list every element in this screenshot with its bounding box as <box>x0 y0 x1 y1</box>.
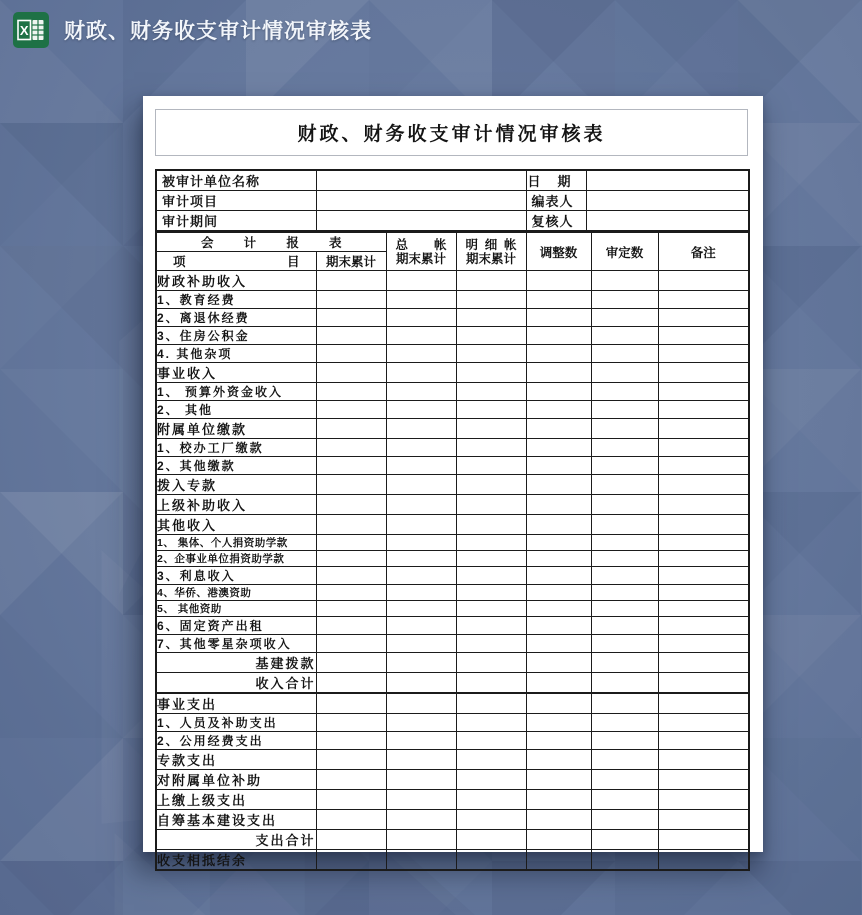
cell-period-total[interactable] <box>316 363 386 383</box>
table-row <box>156 327 749 345</box>
cell-general-ledger[interactable] <box>386 475 456 495</box>
row-label: 自筹基本建设支出 <box>156 810 316 830</box>
table-row <box>156 495 749 515</box>
cell-adjustment[interactable] <box>526 617 591 635</box>
cell-adjustment[interactable] <box>526 419 591 439</box>
cell-period-total[interactable] <box>316 515 386 535</box>
cell-period-total[interactable] <box>316 495 386 515</box>
cell-remark[interactable] <box>658 694 749 714</box>
table-row <box>156 363 749 383</box>
row-label: 1、教育经费 <box>156 291 316 309</box>
table-row <box>156 732 749 750</box>
row-label: 1、人员及补助支出 <box>156 714 316 732</box>
header-item: 项 目 <box>156 252 316 271</box>
cell-general-ledger[interactable] <box>386 271 456 291</box>
cell-period-total[interactable] <box>316 714 386 732</box>
cell-remark[interactable] <box>658 810 749 830</box>
table-row <box>156 439 749 457</box>
cell-remark[interactable] <box>658 567 749 585</box>
header-row-group <box>156 232 749 252</box>
cell-remark[interactable] <box>658 309 749 327</box>
cell-general-ledger[interactable] <box>386 585 456 601</box>
cell-approved[interactable] <box>591 810 658 830</box>
cell-period-total[interactable] <box>316 309 386 327</box>
info-value-cell[interactable] <box>586 191 749 211</box>
cell-approved[interactable] <box>591 830 658 850</box>
cell-period-total[interactable] <box>316 810 386 830</box>
cell-adjustment[interactable] <box>526 475 591 495</box>
cell-general-ledger[interactable] <box>386 327 456 345</box>
cell-approved[interactable] <box>591 271 658 291</box>
table-row <box>156 551 749 567</box>
cell-approved[interactable] <box>591 585 658 601</box>
cell-general-ledger[interactable] <box>386 810 456 830</box>
info-row <box>156 170 749 191</box>
header-approved: 审定数 <box>591 232 658 271</box>
cell-period-total[interactable] <box>316 457 386 475</box>
row-label: 基建拨款 <box>156 653 316 673</box>
cell-approved[interactable] <box>591 291 658 309</box>
cell-adjustment[interactable] <box>526 673 591 693</box>
info-label: 审计期间 <box>156 211 316 232</box>
cell-remark[interactable] <box>658 601 749 617</box>
cell-period-total[interactable] <box>316 439 386 457</box>
table-row <box>156 673 749 693</box>
cell-remark[interactable] <box>658 383 749 401</box>
cell-period-total[interactable] <box>316 601 386 617</box>
row-label: 支出合计 <box>156 830 316 850</box>
table-row <box>156 419 749 439</box>
row-label: 1、 预算外资金收入 <box>156 383 316 401</box>
cell-adjustment[interactable] <box>526 770 591 790</box>
row-label: 事业收入 <box>156 363 316 383</box>
cell-remark[interactable] <box>658 714 749 732</box>
cell-approved[interactable] <box>591 401 658 419</box>
table-row <box>156 750 749 770</box>
cell-adjustment[interactable] <box>526 551 591 567</box>
cell-adjustment[interactable] <box>526 291 591 309</box>
cell-remark[interactable] <box>658 327 749 345</box>
table-row <box>156 714 749 732</box>
cell-period-total[interactable] <box>316 673 386 693</box>
cell-detail-ledger[interactable] <box>456 694 526 714</box>
cell-period-total[interactable] <box>316 790 386 810</box>
cell-detail-ledger[interactable] <box>456 830 526 850</box>
cell-detail-ledger[interactable] <box>456 439 526 457</box>
cell-detail-ledger[interactable] <box>456 419 526 439</box>
audit-table <box>155 231 750 871</box>
cell-general-ledger[interactable] <box>386 551 456 567</box>
info-label: 被审计单位名称 <box>156 170 316 191</box>
cell-general-ledger[interactable] <box>386 515 456 535</box>
row-label: 附属单位缴款 <box>156 419 316 439</box>
cell-detail-ledger[interactable] <box>456 750 526 770</box>
cell-adjustment[interactable] <box>526 439 591 457</box>
cell-approved[interactable] <box>591 694 658 714</box>
cell-remark[interactable] <box>658 291 749 309</box>
cell-general-ledger[interactable] <box>386 714 456 732</box>
cell-period-total[interactable] <box>316 271 386 291</box>
table-row <box>156 535 749 551</box>
cell-detail-ledger[interactable] <box>456 291 526 309</box>
cell-adjustment[interactable] <box>526 345 591 363</box>
cell-adjustment[interactable] <box>526 601 591 617</box>
cell-approved[interactable] <box>591 732 658 750</box>
table-row <box>156 653 749 673</box>
table-row <box>156 567 749 585</box>
info-value-cell[interactable] <box>316 170 526 191</box>
cell-approved[interactable] <box>591 383 658 401</box>
cell-detail-ledger[interactable] <box>456 515 526 535</box>
row-label: 3、利息收入 <box>156 567 316 585</box>
table-row <box>156 457 749 475</box>
row-label: 4、华侨、港澳资助 <box>156 585 316 601</box>
cell-detail-ledger[interactable] <box>456 535 526 551</box>
info-value-cell[interactable] <box>586 211 749 232</box>
row-label: 6、固定资产出租 <box>156 617 316 635</box>
cell-period-total[interactable] <box>316 732 386 750</box>
info-value-cell[interactable] <box>586 170 749 191</box>
table-row <box>156 790 749 810</box>
cell-adjustment[interactable] <box>526 567 591 585</box>
cell-period-total[interactable] <box>316 475 386 495</box>
row-label: 2、离退休经费 <box>156 309 316 327</box>
row-label: 2、 其他 <box>156 401 316 419</box>
cell-adjustment[interactable] <box>526 850 591 871</box>
table-row <box>156 345 749 363</box>
cell-approved[interactable] <box>591 567 658 585</box>
info-row <box>156 211 749 232</box>
cell-adjustment[interactable] <box>526 585 591 601</box>
cell-detail-ledger[interactable] <box>456 363 526 383</box>
cell-general-ledger[interactable] <box>386 309 456 327</box>
cell-adjustment[interactable] <box>526 383 591 401</box>
cell-approved[interactable] <box>591 475 658 495</box>
cell-adjustment[interactable] <box>526 694 591 714</box>
cell-general-ledger[interactable] <box>386 457 456 475</box>
cell-detail-ledger[interactable] <box>456 770 526 790</box>
info-value-cell[interactable] <box>316 211 526 232</box>
cell-general-ledger[interactable] <box>386 363 456 383</box>
cell-period-total[interactable] <box>316 585 386 601</box>
cell-approved[interactable] <box>591 750 658 770</box>
cell-general-ledger[interactable] <box>386 419 456 439</box>
table-row <box>156 601 749 617</box>
cell-period-total[interactable] <box>316 401 386 419</box>
cell-detail-ledger[interactable] <box>456 790 526 810</box>
cell-general-ledger[interactable] <box>386 750 456 770</box>
cell-remark[interactable] <box>658 635 749 653</box>
cell-adjustment[interactable] <box>526 750 591 770</box>
table-row <box>156 830 749 850</box>
row-label: 上级补助收入 <box>156 495 316 515</box>
cell-period-total[interactable] <box>316 291 386 309</box>
cell-period-total[interactable] <box>316 635 386 653</box>
cell-detail-ledger[interactable] <box>456 309 526 327</box>
cell-adjustment[interactable] <box>526 327 591 345</box>
cell-detail-ledger[interactable] <box>456 475 526 495</box>
cell-remark[interactable] <box>658 439 749 457</box>
cell-detail-ledger[interactable] <box>456 457 526 475</box>
table-row <box>156 694 749 714</box>
table-row <box>156 585 749 601</box>
cell-approved[interactable] <box>591 363 658 383</box>
cell-detail-ledger[interactable] <box>456 495 526 515</box>
header-adjustment: 调整数 <box>526 232 591 271</box>
cell-remark[interactable] <box>658 551 749 567</box>
cell-period-total[interactable] <box>316 383 386 401</box>
cell-approved[interactable] <box>591 457 658 475</box>
row-label: 事业支出 <box>156 694 316 714</box>
cell-detail-ledger[interactable] <box>456 732 526 750</box>
cell-approved[interactable] <box>591 551 658 567</box>
cell-detail-ledger[interactable] <box>456 345 526 363</box>
document-title: 财政、财务收支审计情况审核表 <box>297 124 606 145</box>
cell-remark[interactable] <box>658 401 749 419</box>
cell-approved[interactable] <box>591 635 658 653</box>
cell-remark[interactable] <box>658 419 749 439</box>
info-label: 复核人 <box>526 211 586 232</box>
cell-detail-ledger[interactable] <box>456 585 526 601</box>
header-general-ledger: 总 帐 期末累计 <box>386 232 456 271</box>
cell-approved[interactable] <box>591 439 658 457</box>
cell-general-ledger[interactable] <box>386 694 456 714</box>
cell-adjustment[interactable] <box>526 495 591 515</box>
cell-adjustment[interactable] <box>526 457 591 475</box>
table-row <box>156 810 749 830</box>
cell-adjustment[interactable] <box>526 401 591 419</box>
cell-general-ledger[interactable] <box>386 567 456 585</box>
cell-detail-ledger[interactable] <box>456 850 526 871</box>
header-remark: 备注 <box>658 232 749 271</box>
row-label: 5、 其他资助 <box>156 601 316 617</box>
cell-general-ledger[interactable] <box>386 850 456 871</box>
cell-detail-ledger[interactable] <box>456 401 526 419</box>
cell-general-ledger[interactable] <box>386 495 456 515</box>
cell-remark[interactable] <box>658 750 749 770</box>
row-label: 其他收入 <box>156 515 316 535</box>
cell-approved[interactable] <box>591 601 658 617</box>
table-row <box>156 271 749 291</box>
cell-adjustment[interactable] <box>526 790 591 810</box>
cell-adjustment[interactable] <box>526 653 591 673</box>
table-row <box>156 850 749 871</box>
row-label: 收入合计 <box>156 673 316 693</box>
cell-approved[interactable] <box>591 345 658 363</box>
cell-remark[interactable] <box>658 515 749 535</box>
info-value-cell[interactable] <box>316 191 526 211</box>
cell-adjustment[interactable] <box>526 714 591 732</box>
row-label: 对附属单位补助 <box>156 770 316 790</box>
table-row <box>156 475 749 495</box>
cell-approved[interactable] <box>591 535 658 551</box>
cell-detail-ledger[interactable] <box>456 653 526 673</box>
cell-general-ledger[interactable] <box>386 673 456 693</box>
cell-remark[interactable] <box>658 475 749 495</box>
cell-period-total[interactable] <box>316 694 386 714</box>
cell-adjustment[interactable] <box>526 635 591 653</box>
cell-period-total[interactable] <box>316 830 386 850</box>
table-row <box>156 515 749 535</box>
cell-approved[interactable] <box>591 495 658 515</box>
cell-detail-ledger[interactable] <box>456 810 526 830</box>
table-row <box>156 383 749 401</box>
cell-approved[interactable] <box>591 790 658 810</box>
row-label: 3、住房公积金 <box>156 327 316 345</box>
cell-general-ledger[interactable] <box>386 830 456 850</box>
cell-general-ledger[interactable] <box>386 617 456 635</box>
cell-remark[interactable] <box>658 673 749 693</box>
cell-approved[interactable] <box>591 309 658 327</box>
cell-approved[interactable] <box>591 419 658 439</box>
cell-general-ledger[interactable] <box>386 535 456 551</box>
cell-adjustment[interactable] <box>526 309 591 327</box>
cell-adjustment[interactable] <box>526 271 591 291</box>
cell-general-ledger[interactable] <box>386 770 456 790</box>
table-row <box>156 309 749 327</box>
cell-period-total[interactable] <box>316 770 386 790</box>
cell-approved[interactable] <box>591 515 658 535</box>
cell-remark[interactable] <box>658 345 749 363</box>
info-label: 审计项目 <box>156 191 316 211</box>
cell-detail-ledger[interactable] <box>456 673 526 693</box>
svg-text:X: X <box>19 23 29 38</box>
row-label: 1、 集体、个人捐资助学款 <box>156 535 316 551</box>
cell-approved[interactable] <box>591 770 658 790</box>
table-row <box>156 401 749 419</box>
cell-period-total[interactable] <box>316 567 386 585</box>
cell-detail-ledger[interactable] <box>456 567 526 585</box>
cell-remark[interactable] <box>658 790 749 810</box>
cell-remark[interactable] <box>658 585 749 601</box>
cell-detail-ledger[interactable] <box>456 551 526 567</box>
info-table <box>155 169 750 232</box>
cell-adjustment[interactable] <box>526 515 591 535</box>
header-detail-ledger: 明 细 帐 期末累计 <box>456 232 526 271</box>
cell-detail-ledger[interactable] <box>456 271 526 291</box>
row-label: 收支相抵结余 <box>156 850 316 871</box>
table-row <box>156 291 749 309</box>
cell-approved[interactable] <box>591 673 658 693</box>
cell-adjustment[interactable] <box>526 810 591 830</box>
cell-remark[interactable] <box>658 617 749 635</box>
cell-general-ledger[interactable] <box>386 601 456 617</box>
cell-detail-ledger[interactable] <box>456 714 526 732</box>
cell-detail-ledger[interactable] <box>456 617 526 635</box>
cell-period-total[interactable] <box>316 617 386 635</box>
cell-general-ledger[interactable] <box>386 732 456 750</box>
cell-remark[interactable] <box>658 732 749 750</box>
cell-approved[interactable] <box>591 617 658 635</box>
info-label: 编表人 <box>526 191 586 211</box>
document-page <box>143 96 763 868</box>
row-label: 1、校办工厂缴款 <box>156 439 316 457</box>
cell-adjustment[interactable] <box>526 363 591 383</box>
cell-remark[interactable] <box>658 830 749 850</box>
cell-adjustment[interactable] <box>526 732 591 750</box>
cell-remark[interactable] <box>658 770 749 790</box>
cell-approved[interactable] <box>591 714 658 732</box>
cell-remark[interactable] <box>658 850 749 871</box>
header-period-total: 期末累计 <box>316 252 386 271</box>
cell-remark[interactable] <box>658 495 749 515</box>
cell-adjustment[interactable] <box>526 535 591 551</box>
cell-general-ledger[interactable] <box>386 635 456 653</box>
cell-approved[interactable] <box>591 653 658 673</box>
cell-adjustment[interactable] <box>526 830 591 850</box>
row-label: 拨入专款 <box>156 475 316 495</box>
cell-remark[interactable] <box>658 271 749 291</box>
cell-detail-ledger[interactable] <box>456 601 526 617</box>
row-label: 专款支出 <box>156 750 316 770</box>
cell-approved[interactable] <box>591 850 658 871</box>
row-label: 2、企事业单位捐资助学款 <box>156 551 316 567</box>
cell-detail-ledger[interactable] <box>456 383 526 401</box>
cell-approved[interactable] <box>591 327 658 345</box>
cell-general-ledger[interactable] <box>386 790 456 810</box>
row-label: 2、其他缴款 <box>156 457 316 475</box>
table-row <box>156 635 749 653</box>
cell-detail-ledger[interactable] <box>456 327 526 345</box>
cell-period-total[interactable] <box>316 419 386 439</box>
cell-period-total[interactable] <box>316 327 386 345</box>
cell-remark[interactable] <box>658 535 749 551</box>
cell-general-ledger[interactable] <box>386 383 456 401</box>
row-label: 4. 其他杂项 <box>156 345 316 363</box>
cell-general-ledger[interactable] <box>386 653 456 673</box>
table-row <box>156 770 749 790</box>
info-label: 日 期 <box>526 170 586 191</box>
cell-period-total[interactable] <box>316 850 386 871</box>
row-label: 7、其他零星杂项收入 <box>156 635 316 653</box>
info-row <box>156 191 749 211</box>
row-label: 财政补助收入 <box>156 271 316 291</box>
table-row <box>156 617 749 635</box>
cell-remark[interactable] <box>658 653 749 673</box>
cell-general-ledger[interactable] <box>386 291 456 309</box>
cell-general-ledger[interactable] <box>386 439 456 457</box>
cell-remark[interactable] <box>658 363 749 383</box>
cell-general-ledger[interactable] <box>386 345 456 363</box>
app-titlebar <box>0 0 862 60</box>
cell-period-total[interactable] <box>316 551 386 567</box>
cell-period-total[interactable] <box>316 535 386 551</box>
window-title: 财政、财务收支审计情况审核表 <box>64 20 372 43</box>
cell-period-total[interactable] <box>316 345 386 363</box>
cell-general-ledger[interactable] <box>386 401 456 419</box>
excel-icon <box>13 12 49 48</box>
document-title-box <box>155 109 748 156</box>
cell-remark[interactable] <box>658 457 749 475</box>
cell-period-total[interactable] <box>316 750 386 770</box>
cell-detail-ledger[interactable] <box>456 635 526 653</box>
header-accounting-report: 会 计 报 表 <box>156 232 386 252</box>
cell-period-total[interactable] <box>316 653 386 673</box>
row-label: 2、公用经费支出 <box>156 732 316 750</box>
row-label: 上缴上级支出 <box>156 790 316 810</box>
